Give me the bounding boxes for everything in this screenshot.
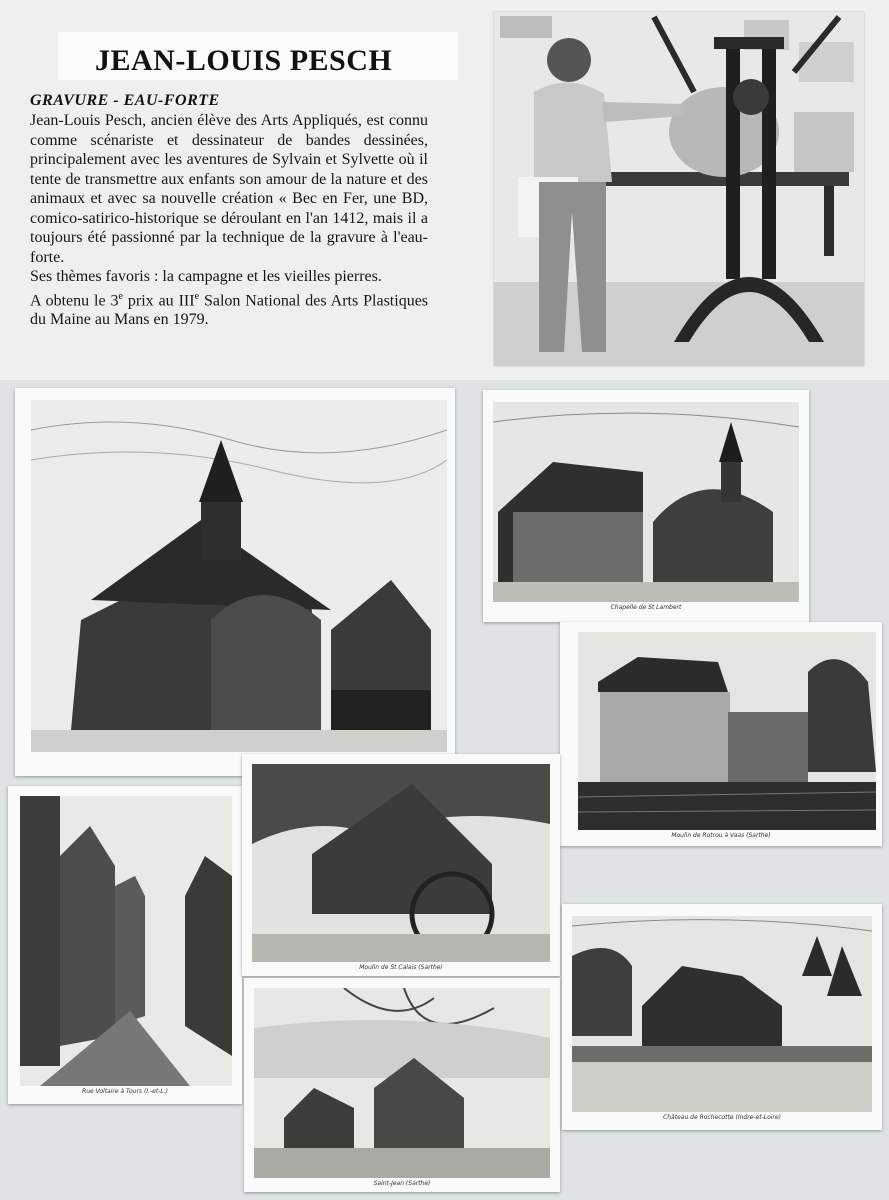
caption-mill-river: Moulin de Rotrou à Vaas (Sarthe) (671, 832, 771, 839)
etching-chateau (572, 916, 872, 1112)
award-sup-2: e (194, 290, 200, 302)
page-subtitle: GRAVURE - EAU-FORTE (30, 92, 220, 109)
etching-mill-river (578, 632, 876, 830)
card-village (244, 978, 560, 1192)
card-street (8, 786, 242, 1104)
card-watermill (242, 754, 560, 976)
award-prefix: A obtenu le 3 (30, 291, 119, 309)
card-chapel-house (483, 390, 809, 622)
card-chateau (562, 904, 882, 1130)
etching-watermill (252, 764, 550, 962)
bio-paragraph-2: Ses thèmes favoris : la campagne et les vieilles pierres. (30, 268, 382, 285)
award-rest: Salon National des Arts Plastiques du Maine au Mans en 1979. (30, 291, 429, 329)
etching-village (254, 988, 550, 1178)
caption-watermill: Moulin de St Calais (Sarthe) (359, 964, 443, 971)
award-sup-1: e (118, 290, 123, 302)
etching-chapel (31, 400, 447, 752)
award-suffix: prix au III (122, 291, 195, 309)
biography-text (30, 111, 428, 330)
card-mill-river (560, 622, 882, 846)
artist-photo (494, 12, 864, 366)
page-title: JEAN-LOUIS PESCH (95, 44, 393, 77)
caption-chateau: Château de Rochecotte (Indre-et-Loire) (663, 1114, 781, 1121)
bio-award (30, 287, 428, 330)
caption-chapel-house: Chapelle de St Lambert (610, 604, 682, 611)
card-chapel-large (15, 388, 455, 776)
etching-chapel-house (493, 402, 799, 602)
bio-paragraph-1: Jean-Louis Pesch, ancien élève des Arts Appliqués, est connu comme scénariste et dessinateur de bandes dessinées, principalement avec les aventures de Sylvain et Sylvette où il tente de transmettre aux enfants son amour de la nature et des animaux et avec sa nouvelle création « Bec en Fer, une BD, comico-satirico-historique se déroulant en l'an 1412, mais il a toujours été passionné par la technique de la gravure à l'eau-forte. (30, 112, 428, 266)
caption-street: Rue Voltaire à Tours (I.-et-L.) (82, 1088, 168, 1095)
etching-street (20, 796, 232, 1086)
caption-village: Saint-Jean (Sarthe) (373, 1180, 431, 1187)
